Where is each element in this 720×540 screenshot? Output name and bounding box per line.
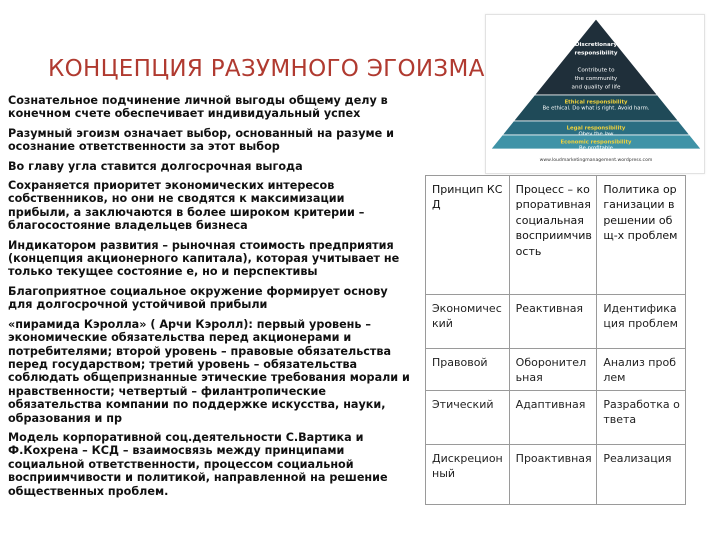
table-cell: Экономический xyxy=(426,295,510,349)
carroll-pyramid-svg xyxy=(486,15,706,175)
table-header-cell: Принцип КСД xyxy=(426,176,510,295)
carroll-pyramid-figure xyxy=(485,14,705,174)
pyramid-level-label: responsibility xyxy=(574,50,618,57)
pyramid-level-label: Ethical responsibility xyxy=(564,99,628,106)
table-cell: Анализ проблем xyxy=(597,349,686,391)
pyramid-level-label: Legal responsibility xyxy=(566,125,626,132)
pyramid-level-label: Be ethical. Do what is right. Avoid harm. xyxy=(542,105,650,112)
table-header-row xyxy=(426,176,686,295)
paragraph: Сохраняется приоритет экономических интересов собственников, но они не сводятся к максимизации прибыли, а заключаются в более широком критерии – благосостояние владельцев бизнеса xyxy=(8,179,365,233)
paragraph: Благоприятное социальное окружение формирует основу для долгосрочной устойчивой прибыли xyxy=(8,284,388,312)
ksd-table xyxy=(425,175,686,505)
paragraph: Разумный эгоизм означает выбор, основанный на разуме и осознание ответственности за этот выбор xyxy=(8,126,394,154)
paragraph: Модель корпоративной соц.деятельности С.Вартика и Ф.Кохрена – КСД – взаимосвязь между принципами социальной ответственности, процессом социальной восприимчивости и политикой, направленной на решение общественных проблем. xyxy=(8,430,388,498)
table-cell: Дискреционный xyxy=(426,444,510,504)
pyramid-level-label: Be profitable xyxy=(579,145,613,152)
table-row xyxy=(426,295,686,349)
table-cell: Идентификация проблем xyxy=(597,295,686,349)
table-row xyxy=(426,444,686,504)
paragraph: Сознательное подчинение личной выгоды общему делу в конечном счете обеспечивает индивидуальный успех xyxy=(8,94,388,121)
pyramid-level-label: Contribute to xyxy=(577,67,615,74)
table-cell: Реализация xyxy=(597,444,686,504)
pyramid-level-label: and quality of life xyxy=(571,84,621,91)
slide-title: КОНЦЕПЦИЯ РАЗУМНОГО ЭГОИЗМА xyxy=(48,56,485,82)
pyramid-source-caption: www.loudmarketingmanagement.wordpress.com xyxy=(539,158,653,163)
table-row xyxy=(426,390,686,444)
table-cell: Разработка ответа xyxy=(597,390,686,444)
pyramid-level-label: Discretionary xyxy=(574,42,618,48)
table-cell: Этический xyxy=(426,390,510,444)
paragraph: Во главу угла ставится долгосрочная выгода xyxy=(8,159,303,173)
table-cell: Правовой xyxy=(426,349,510,391)
pyramid-level-label: the community xyxy=(574,76,618,82)
table-cell: Проактивная xyxy=(509,444,597,504)
table-cell: Адаптивная xyxy=(509,390,597,444)
body-text xyxy=(8,94,410,504)
table-header-cell: Политика организации в решении общ-х проблем xyxy=(597,176,686,295)
table-header-cell: Процесс – корпоративная социальная восприимчивость xyxy=(509,176,597,295)
table-row xyxy=(426,349,686,391)
paragraph: «пирамида Кэролла» ( Арчи Кэролл): первый уровень – экономические обязательства перед акционерами и потребителями; второй уровень – правовые обязательства перед государством; третий уровень – обязательства соблюдать общепризнанные этические требования морали и нравственности; четвертый – филантропические обязательства компании по поддержке искусства, науки, образования и пр xyxy=(8,317,410,425)
table-cell: Реактивная xyxy=(509,295,597,349)
table-cell: Оборонительная xyxy=(509,349,597,391)
paragraph: Индикатором развития – рыночная стоимость предприятия (концепция акционерного капитала), которая учитывает не только текущее состояние е, но и перспективы xyxy=(8,238,400,279)
pyramid-level-label: Economic responsibility xyxy=(560,139,632,146)
